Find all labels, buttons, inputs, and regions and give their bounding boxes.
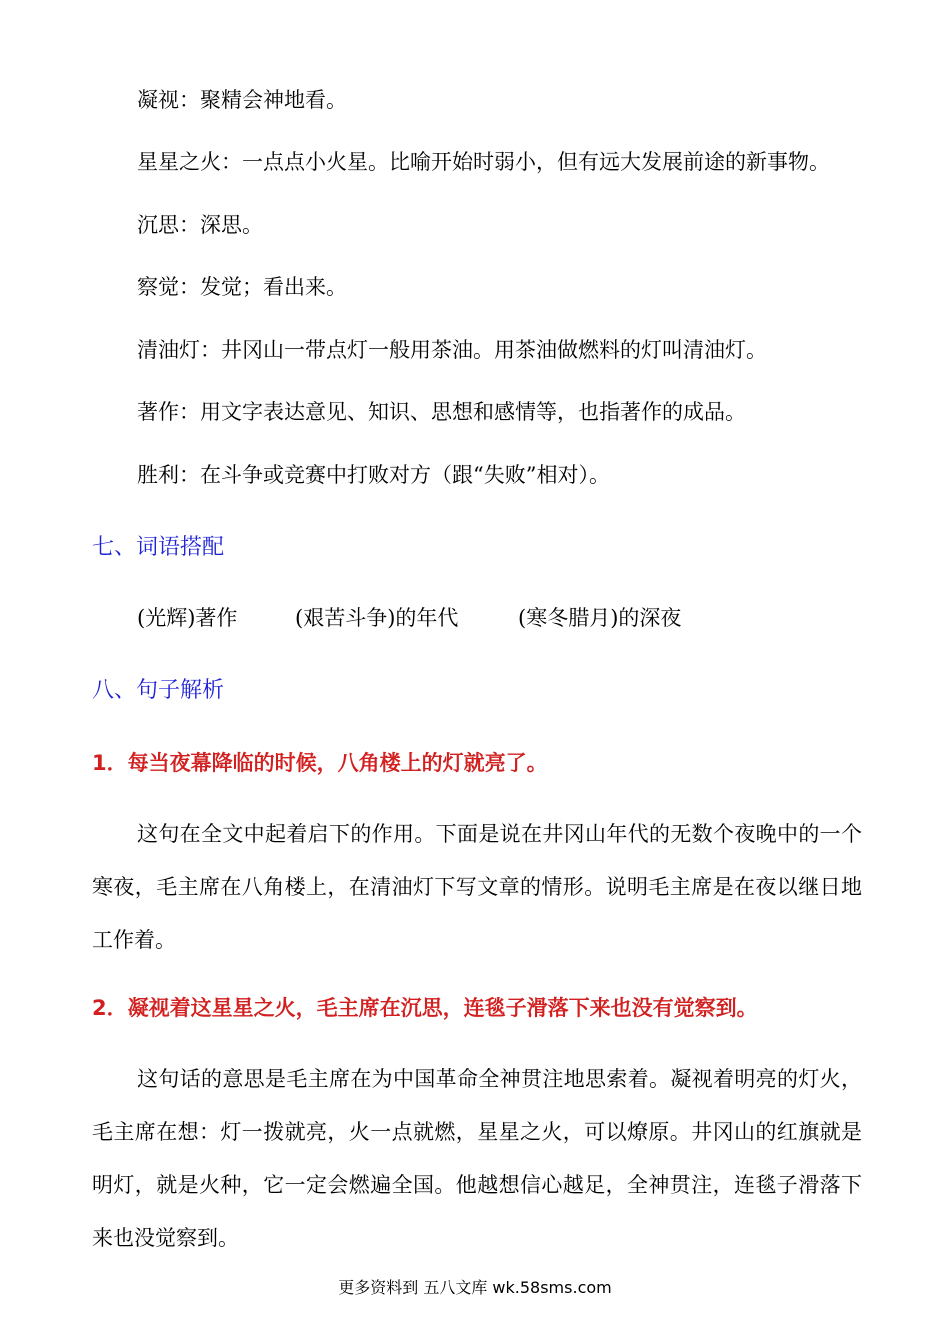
definition-zhuzuo: 著作：用文字表达意见、知识、思想和感情等，也指著作的成品。 [137, 400, 746, 424]
sentence-2: 2．凝视着这星星之火，毛主席在沉思，连毯子滑落下来也没有觉察到。 [92, 996, 758, 1020]
footer-source: 更多资料到 五八文库 wk.58sms.com [338, 1278, 612, 1297]
sentence-2-analysis: 这句话的意思是毛主席在为中国革命全神贯注地思索着。凝视着明亮的灯火，毛主席在想：灯一拨就亮，火一点就燃，星星之火，可以燎原。井冈山的红旗就是明灯，就是火种，它一定会燃遍全国。他越想信心越足，全神贯注，连毯子滑落下来也没觉察到。 [92, 1067, 862, 1250]
sentence-1: 1．每当夜幕降临的时候，八角楼上的灯就亮了。 [92, 751, 548, 775]
collocation-item: (寒冬腊月)的深夜 [518, 606, 682, 630]
definition-qingyoudeng: 清油灯：井冈山一带点灯一般用茶油。用茶油做燃料的灯叫清油灯。 [137, 338, 767, 362]
definition-ningshi: 凝视：聚精会神地看。 [137, 88, 347, 112]
collocation-list [137, 603, 681, 633]
definition-shengli: 胜利：在斗争或竞赛中打败对方（跟“失败”相对）。 [137, 463, 610, 487]
definition-xingxingzhihuo: 星星之火：一点点小火星。比喻开始时弱小，但有远大发展前途的新事物。 [137, 150, 830, 174]
definition-chensi: 沉思：深思。 [137, 213, 263, 237]
section-8-heading: 八、句子解析 [92, 678, 225, 703]
collocation-item: (艰苦斗争)的年代 [295, 606, 459, 630]
section-7-heading: 七、词语搭配 [92, 535, 225, 560]
sentence-1-analysis: 这句在全文中起着启下的作用。下面是说在井冈山年代的无数个夜晚中的一个寒夜，毛主席在八角楼上，在清油灯下写文章的情形。说明毛主席是在夜以继日地工作着。 [92, 822, 862, 952]
definition-chajue: 察觉：发觉；看出来。 [137, 275, 347, 299]
collocation-item: (光辉)著作 [137, 606, 238, 630]
